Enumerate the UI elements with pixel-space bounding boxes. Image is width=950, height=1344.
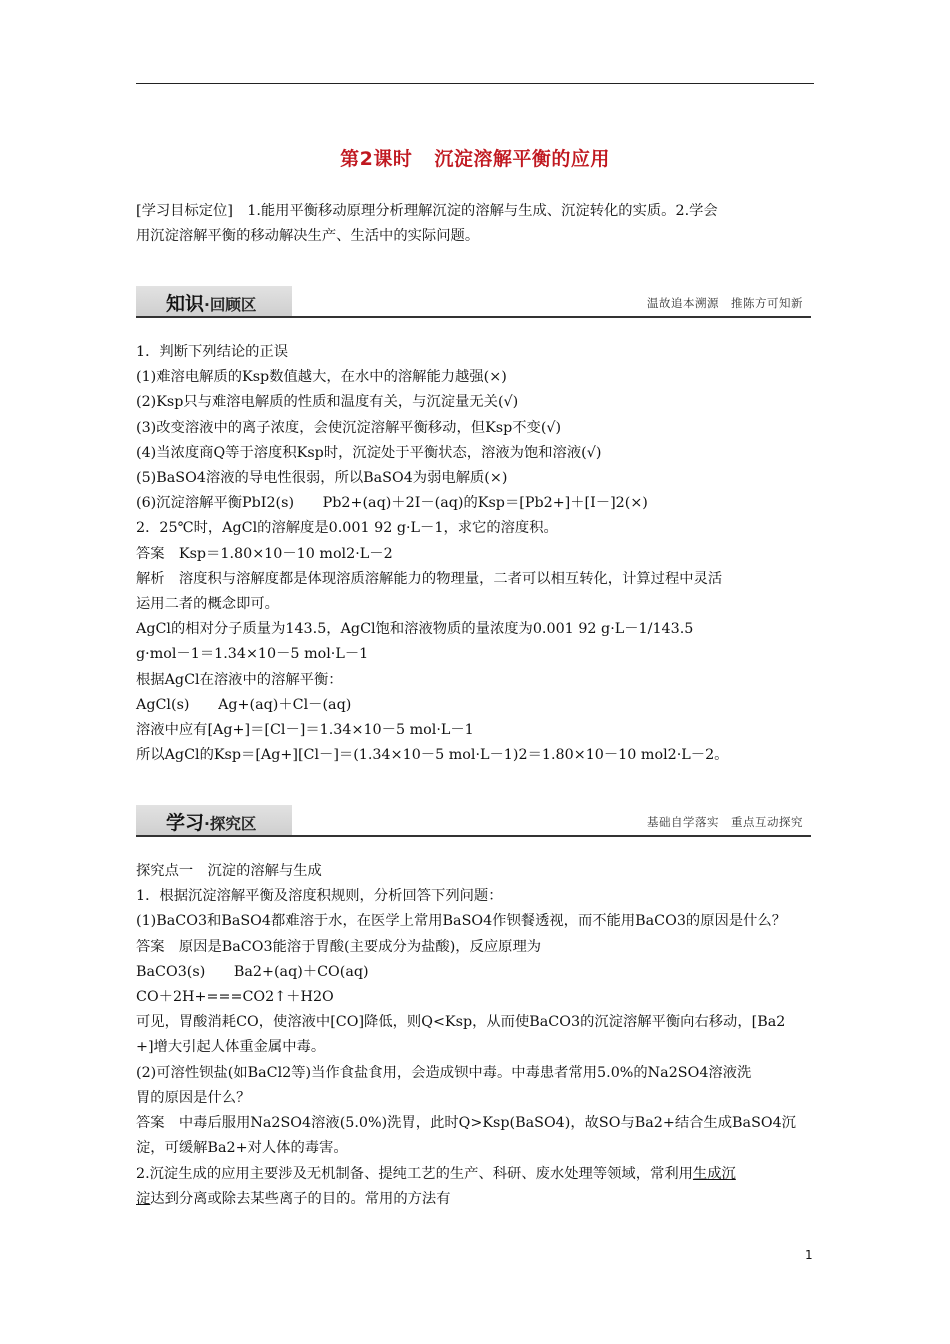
text-line: 可见，胃酸消耗CO，使溶液中[CO]降低，则Q<Ksp，从而使BaCO3的沉淀溶解平衡向右移动，[Ba2 (136, 1014, 786, 1031)
text-line: (1)BaCO3和BaSO4都难溶于水，在医学上常用BaSO4作钡餐透视，而不能用BaCO3的原因是什么？ (136, 913, 787, 930)
objectives-line: [学习目标定位] 1.能用平衡移动原理分析理解沉淀的溶解与生成、沉淀转化的实质。2.学会 (136, 203, 718, 219)
section-heading-main: 学习 (166, 812, 205, 834)
text-line: 1．根据沉淀溶解平衡及溶度积规则，分析回答下列问题： (136, 888, 503, 905)
section-slogan: 温故追本溯源 推陈方可知新 (647, 296, 803, 310)
section-rule (136, 835, 811, 837)
text-line: (5)BaSO4溶液的导电性很弱，所以BaSO4为弱电解质(×) (136, 470, 508, 487)
section-slogan: 基础自学落实 重点互动探究 (647, 815, 803, 829)
lesson-topic: 沉淀溶解平衡的应用 (434, 148, 610, 170)
header-rule (136, 83, 814, 84)
section-header-review (136, 286, 811, 318)
text-line: AgCl的相对分子质量为143.5，AgCl饱和溶液物质的量浓度为0.001 92 g·L－1/143.5 (136, 621, 694, 638)
underlined-term: 生成沉 (692, 1166, 736, 1182)
text-line: 答案 中毒后服用Na2SO4溶液(5.0%)洗胃，此时Q>Ksp(BaSO4)，故SO与Ba2+结合生成BaSO4沉 (136, 1115, 796, 1132)
paragraph-line (136, 1162, 826, 1187)
text-line: 淀，可缓解Ba2+对人体的毒害。 (136, 1140, 348, 1157)
text-line: CO＋2H+===CO2↑＋H2O (136, 989, 334, 1006)
text-line: (2)Ksp只与难溶电解质的性质和温度有关，与沉淀量无关(√) (136, 394, 519, 411)
text-line: +]增大引起人体重金属中毒。 (136, 1039, 326, 1056)
text-line: 探究点一 沉淀的溶解与生成 (136, 863, 322, 879)
text-line: g·mol－1＝1.34×10－5 mol·L－1 (136, 646, 369, 663)
text-line: BaCO3(s) Ba2+(aq)＋CO(aq) (136, 963, 369, 980)
paragraph-text: 达到分离或除去某些离子的目的。常用的方法有 (150, 1191, 451, 1208)
text-line: (6)沉淀溶解平衡PbI2(s) Pb2+(aq)＋2I－(aq)的Ksp＝[Pb2+]＋[I－]2(×) (136, 495, 648, 512)
text-line: 运用二者的概念即可。 (136, 596, 279, 613)
underlined-term: 淀 (136, 1191, 151, 1208)
text-line: (1)难溶电解质的Ksp数值越大，在水中的溶解能力越强(×) (136, 369, 507, 386)
section-heading (166, 289, 256, 316)
text-line: 2．25℃时，AgCl的溶解度是0.001 92 g·L－1，求它的溶度积。 (136, 520, 558, 537)
paragraph-line (136, 1187, 826, 1212)
section-rule (136, 316, 811, 318)
section-header-explore (136, 805, 811, 837)
objectives-line: 用沉淀溶解平衡的移动解决生产、生活中的实际问题。 (136, 228, 480, 244)
review-content (136, 340, 826, 768)
text-line: (4)当浓度商Q等于溶度积Ksp时，沉淀处于平衡状态，溶液为饱和溶液(√) (136, 444, 602, 461)
text-line: (2)可溶性钡盐(如BaCl2等)当作食盐食用，会造成钡中毒。中毒患者常用5.0%的Na2SO4溶液洗 (136, 1064, 752, 1081)
text-line: 答案 原因是BaCO3能溶于胃酸(主要成分为盐酸)，反应原理为 (136, 938, 542, 955)
page-title (0, 144, 950, 171)
sediment-application-paragraph (136, 1162, 826, 1212)
lesson-number: 第2课时 (340, 148, 413, 170)
text-line: 胃的原因是什么？ (136, 1089, 251, 1106)
text-line: 所以AgCl的Ksp＝[Ag+][Cl－]＝(1.34×10－5 mol·L－1)2＝1.80×10－10 mol2·L－2。 (136, 747, 729, 764)
text-line: 答案 Ksp＝1.80×10－10 mol2·L－2 (136, 545, 393, 562)
text-line: (3)改变溶液中的离子浓度，会使沉淀溶解平衡移动，但Ksp不变(√) (136, 419, 562, 436)
page-number: 1 (805, 1248, 813, 1262)
section-heading-main: 知识 (166, 293, 205, 315)
section-heading (166, 808, 256, 835)
section-heading-sub: ·回顾区 (204, 296, 257, 314)
text-line: 溶液中应有[Ag+]＝[Cl－]＝1.34×10－5 mol·L－1 (136, 722, 474, 739)
paragraph-text: 2.沉淀生成的应用主要涉及无机制备、提纯工艺的生产、科研、废水处理等领域，常利用 (136, 1166, 693, 1182)
text-line: 解析 溶度积与溶解度都是体现溶质溶解能力的物理量，二者可以相互转化，计算过程中灵活 (136, 570, 723, 587)
text-line: AgCl(s) Ag+(aq)＋Cl－(aq) (136, 696, 352, 713)
learning-objectives (136, 199, 816, 249)
explore-content (136, 859, 826, 1161)
text-line: 根据AgCl在溶液中的溶解平衡： (136, 671, 343, 688)
text-line: 1．判断下列结论的正误 (136, 344, 289, 360)
section-heading-sub: ·探究区 (204, 815, 257, 833)
